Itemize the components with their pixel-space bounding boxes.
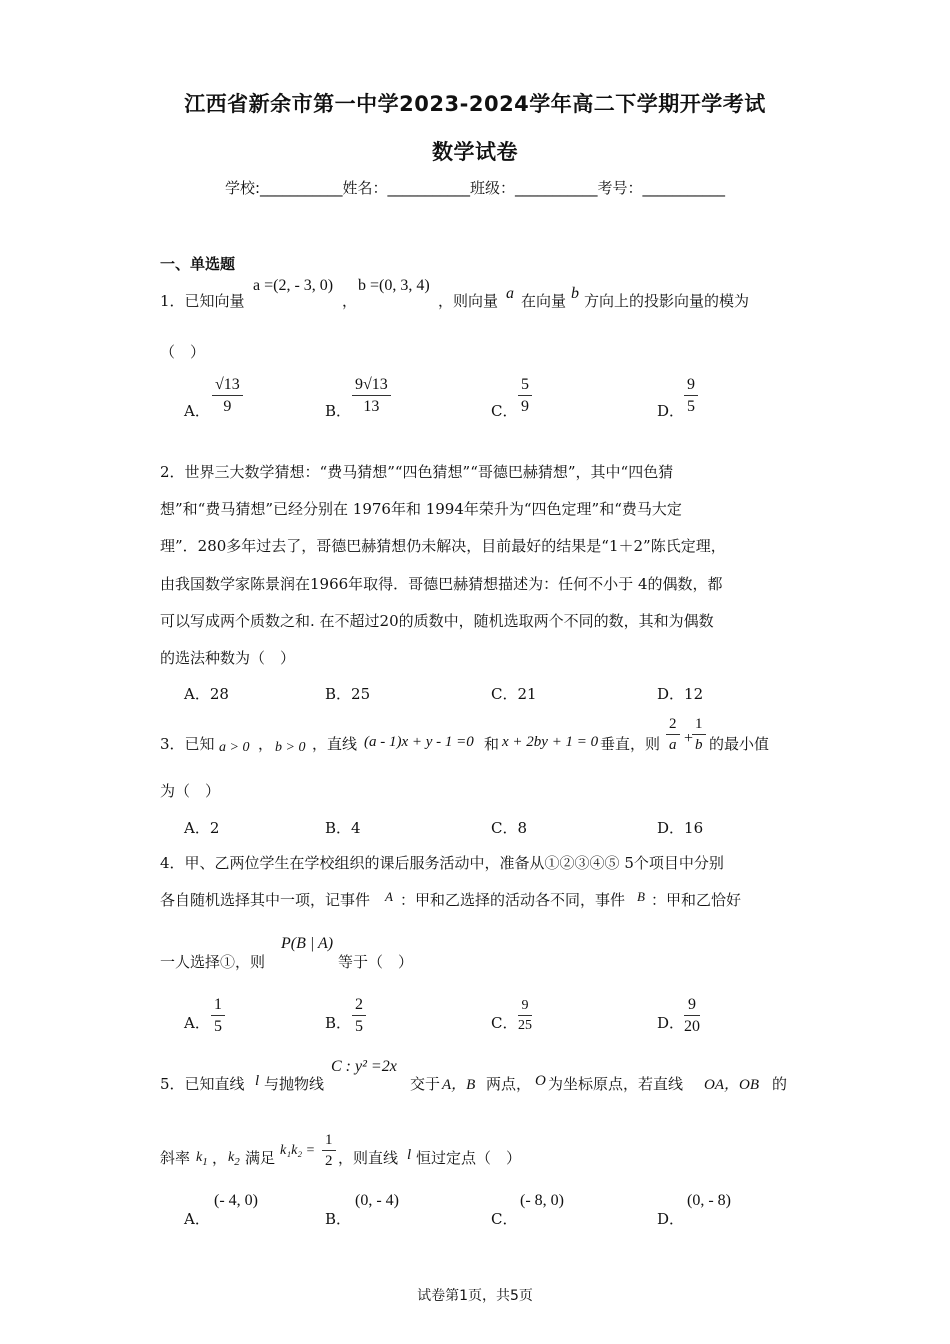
page-footer: 试卷第1页，共5页 (417, 1288, 533, 1304)
q3-fraction-1-over-b (692, 716, 706, 754)
q1-option-b-label: B． (325, 402, 352, 420)
q3-stem-d: 垂直，则 (600, 735, 661, 753)
q3-plus: + (684, 730, 694, 747)
q3-frac2-den: b (695, 737, 703, 753)
q5-option-a-label: A． (184, 1210, 210, 1228)
q3-cond-b: b > 0 (275, 740, 306, 755)
q3-stem-e: 的最小值 (709, 735, 770, 753)
q1-option-b-den: 13 (363, 398, 380, 415)
q1-stem-a: 1．已知向量 (160, 292, 245, 310)
q1-option-a-den: 9 (223, 398, 232, 415)
q3-frac1-num: 2 (666, 716, 680, 735)
q1-option-d-den: 5 (687, 398, 695, 415)
student-info-line: 学校:___________姓名：___________班级：___________考号：___________ (224, 179, 726, 197)
q3-frac1-den: a (669, 737, 677, 753)
q1-option-a-label: A． (184, 402, 210, 420)
q4-line-2c: ：甲和乙恰好 (651, 891, 742, 909)
q5-option-b-value: (0, - 4) (355, 1192, 399, 1209)
q5-option-d-label: D． (657, 1210, 685, 1228)
q1-sep: ， (342, 292, 358, 310)
q4-option-a-num: 1 (211, 996, 225, 1016)
q2-option-b: B．25 (325, 685, 371, 703)
q3-frac2-num: 1 (692, 716, 706, 735)
q2-option-c: C．21 (491, 685, 537, 703)
q5-line-1b: 与抛物线 (264, 1075, 325, 1093)
q4-option-b-num: 2 (352, 996, 366, 1016)
q1-option-c-den: 9 (521, 398, 529, 415)
q2-option-a: A．28 (184, 685, 229, 703)
q4-event-a: A (385, 889, 393, 904)
q5-option-c-value: (- 8, 0) (520, 1192, 564, 1209)
q3-line-2: x + 2by + 1 = 0 (502, 734, 599, 750)
q5-lines-oa-ob: OA，OB (704, 1077, 759, 1093)
q1-answer-paren: （ ） (160, 343, 206, 361)
q4-line-2b: ：甲和乙选择的活动各不同，事件 (400, 891, 626, 909)
q1-stem-b: ，则向量 (438, 292, 499, 310)
q4-option-a-fraction (211, 996, 225, 1036)
q4-option-d-fraction (684, 996, 700, 1036)
q4-option-d-den: 20 (684, 1018, 700, 1035)
q5-option-c-label: C． (491, 1210, 518, 1228)
q5-var-l2: l (407, 1147, 412, 1163)
q1-vector-b: b =(0, 3, 4) (358, 277, 430, 294)
q1-var-a: a (506, 285, 514, 302)
q4-option-d-num: 9 (684, 996, 700, 1016)
q4-option-a-label: A． (184, 1014, 210, 1032)
q5-half-fraction (322, 1132, 336, 1170)
q1-option-d-label: D． (657, 402, 685, 420)
q3-option-b: B．4 (325, 819, 361, 837)
q5-line-2d: 恒过定点（ ） (416, 1149, 522, 1167)
q5-k2 (228, 1150, 240, 1168)
q4-option-d-label: D． (657, 1014, 685, 1032)
q2-line-3: 理”．280多年过去了，哥德巴赫猜想仍未解决，目前最好的结果是“1＋2”陈氏定理， (160, 537, 726, 555)
q3-stem-c: 和 (484, 735, 500, 753)
q4-option-c-fraction (518, 998, 532, 1034)
q5-k1-letter: k (196, 1150, 203, 1165)
q1-var-b: b (571, 285, 579, 302)
q3-option-c: C．8 (491, 819, 528, 837)
q4-option-b-den: 5 (355, 1018, 363, 1035)
q5-line-1e: 为坐标原点，若直线 (548, 1075, 684, 1093)
q5-points: A，B (442, 1077, 476, 1093)
q5-option-a-value: (- 4, 0) (214, 1192, 258, 1209)
q4-line-3a: 一人选择①，则 (160, 953, 266, 971)
q3-option-d: D．16 (657, 819, 704, 837)
q5-line-1f: 的 (772, 1075, 788, 1093)
q5-line-2b: 满足 (245, 1149, 276, 1167)
q4-line-2a: 各自随机选择其中一项，记事件 (160, 891, 371, 909)
q5-product: k₁k₂ = (280, 1143, 316, 1158)
q1-option-c-num: 5 (518, 376, 532, 396)
q5-var-l: l (255, 1073, 260, 1089)
q5-k1 (196, 1150, 208, 1168)
exam-subtitle: 数学试卷 (432, 140, 518, 164)
q5-k2-letter: k (228, 1150, 235, 1165)
q5-line-1a: 5．已知直线 (160, 1075, 245, 1093)
q4-option-a-den: 5 (214, 1018, 222, 1035)
q3-cond-a: a > 0 (219, 740, 250, 755)
q3-line-2-text: 为（ ） (160, 782, 221, 800)
q4-option-c-den: 25 (518, 1018, 532, 1033)
q1-option-c-label: C． (491, 402, 518, 420)
q2-line-4: 由我国数学家陈景润在1966年取得．哥德巴赫猜想描述为：任何不小于 4的偶数，都 (160, 575, 723, 593)
q3-line-1: (a - 1)x + y - 1 =0 (364, 734, 474, 750)
q5-parabola: C : y² =2x (331, 1058, 397, 1075)
q2-option-d: D．12 (657, 685, 704, 703)
q1-stem-c: 在向量 (521, 292, 567, 310)
q5-option-d-value: (0, - 8) (687, 1192, 731, 1209)
q3-option-a: A．2 (184, 819, 220, 837)
q3-stem-a: 3．已知 (160, 735, 215, 753)
q5-line-1c: 交于 (410, 1075, 441, 1093)
q2-line-6: 的选法种数为（ ） (160, 649, 296, 667)
q4-line-1: 4．甲、乙两位学生在学校组织的课后服务活动中，准备从①②③④⑤ 5个项目中分别 (160, 854, 724, 872)
q5-line-2c: ，则直线 (338, 1149, 399, 1167)
q5-origin: O (535, 1073, 546, 1089)
q1-option-a-num: √13 (212, 376, 243, 396)
q1-option-b-num: 9√13 (352, 376, 391, 396)
q2-line-2: 想”和“费马猜想”已经分别在 1976年和 1994年荣升为“四色定理”和“费马大定 (160, 500, 682, 518)
q4-event-b: B (637, 889, 645, 904)
q2-line-5: 可以写成两个质数之和. 在不超过20的质数中，随机选取两个不同的数，其和为偶数 (160, 612, 714, 630)
q4-option-c-label: C． (491, 1014, 518, 1032)
q1-vector-a: a =(2, - 3, 0) (253, 277, 334, 294)
q3-sep: ， (258, 735, 274, 753)
q1-option-d-fraction (684, 376, 698, 416)
q1-option-a-fraction (212, 376, 243, 416)
q3-stem-b: ，直线 (312, 735, 358, 753)
q5-k2-sub: 2 (234, 1155, 240, 1168)
q4-probability: P(B | A) (281, 935, 334, 952)
q4-line-3b: 等于（ ） (338, 953, 414, 971)
q5-line-1d: 两点， (486, 1075, 532, 1093)
q1-option-d-num: 9 (684, 376, 698, 396)
q4-option-c-num: 9 (518, 998, 532, 1016)
q2-line-1: 2．世界三大数学猜想：“费马猜想”“四色猜想”“哥德巴赫猜想”，其中“四色猜 (160, 463, 674, 481)
q3-fraction-2-over-a (666, 716, 680, 754)
q5-half-den: 2 (325, 1153, 333, 1169)
q5-sep: ， (212, 1149, 228, 1167)
q5-half-num: 1 (322, 1132, 336, 1151)
q5-k1-sub: 1 (202, 1155, 208, 1168)
q5-line-2a: 斜率 (160, 1149, 191, 1167)
q1-stem-d: 方向上的投影向量的模为 (584, 292, 750, 310)
q1-option-b-fraction (352, 376, 391, 416)
q4-option-b-fraction (352, 996, 366, 1036)
q5-option-b-label: B． (325, 1210, 352, 1228)
exam-title: 江西省新余市第一中学2023-2024学年高二下学期开学考试 (184, 92, 766, 116)
q4-option-b-label: B． (325, 1014, 352, 1032)
section-heading: 一、单选题 (160, 255, 236, 273)
q1-option-c-fraction (518, 376, 532, 416)
